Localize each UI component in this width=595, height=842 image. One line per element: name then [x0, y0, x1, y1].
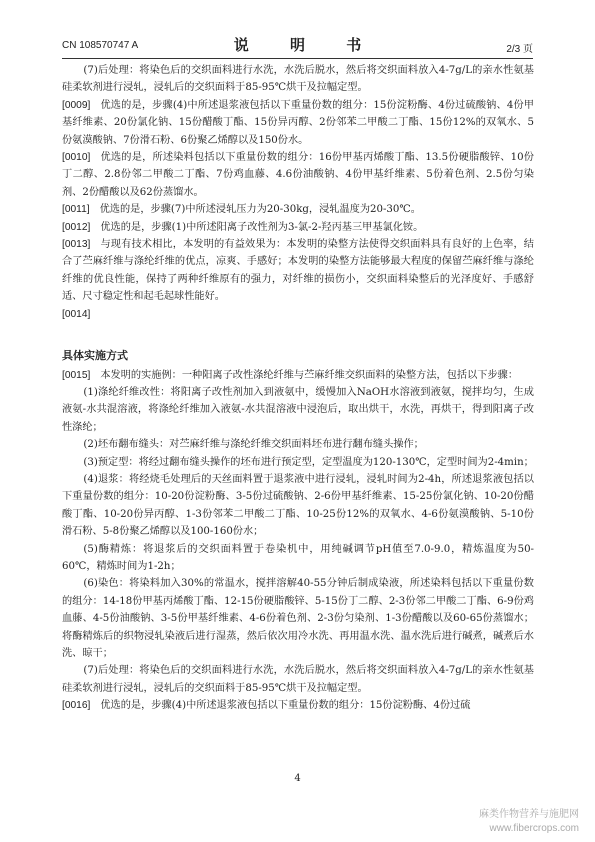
paragraph	[62, 236, 534, 306]
paragraph	[62, 575, 534, 662]
paragraph	[62, 219, 534, 236]
watermark-line1: 麻类作物营养与施肥网	[479, 809, 579, 820]
page-header	[62, 34, 533, 56]
paragraph-text: (7)后处理：将染色后的交织面料进行水洗，水洗后脱水，然后将交织面料放入4-7g/L的亲水性氨基硅柔软剂进行浸轧，浸轧后的交织面料于85-95℃烘干及拉幅定型。	[62, 665, 534, 694]
paragraph-number: [0015]	[62, 369, 91, 381]
paragraph	[62, 201, 534, 218]
paragraph	[62, 471, 534, 541]
paragraph-text: (3)预定型：将经过翻布缝头操作的坯布进行预定型，定型温度为120-130℃，定型时间为2-4min；	[83, 456, 534, 468]
paragraph	[62, 697, 534, 714]
watermark	[479, 808, 579, 836]
paragraph-text: (7)后处理：将染色后的交织面料进行水洗，水洗后脱水，然后将交织面料放入4-7g/L的亲水性氨基硅柔软剂进行浸轧，浸轧后的交织面料于85-95℃烘干及拉幅定型。	[62, 65, 534, 94]
page-fraction: 2/3 页	[506, 44, 533, 55]
section-title: 具体实施方式	[62, 349, 128, 363]
paragraph	[62, 367, 534, 384]
paragraph-text: (5)酶精炼：将退浆后的交织面料置于卷染机中，用纯碱调节pH值至7.0-9.0，精炼温度为50-60℃，精炼时间为1-2h；	[62, 543, 534, 572]
paragraph-text: 优选的是，步骤(4)中所述退浆液包括以下重量份数的组分：15份淀粉酶、4份过硫酸钠、4份甲基纤维素、20份氯化钠、15份醋酸丁酯、15份异丙醇、2份邻苯二甲酸二丁酯、15份12%的双氧水、5份氨漠酸钠、7份滑石粉、6份聚乙烯醇以及150份水。	[62, 99, 534, 146]
paragraph-group-1	[62, 62, 534, 323]
paragraph-text: 本发明的实施例：一种阳离子改性涤纶纤维与苎麻纤维交织面料的染整方法，包括以下步骤：	[100, 369, 519, 381]
paragraph	[62, 436, 534, 453]
paragraph-text: (4)退浆：将经烧毛处理后的天丝面料置于退浆液中进行浸轧，浸轧时间为2-4h，所述退浆液包括以下重量份数的组分：10-20份淀粉酶、3-5份过硫酸钠、2-6份甲基纤维素、15-25份氯化钠、10-20份醋酸丁酯、10-20份异丙醇、1-3份邻苯二甲酸二丁酯、10-25份12%的双氧水、4-6份氨漠酸钠、5-10份滑石粉、5-8份聚乙烯醇以及100-160份水；	[62, 473, 534, 538]
paragraph-number: [0016]	[62, 700, 91, 712]
paragraph	[62, 62, 534, 97]
paragraph-text: (1)涤纶纤维改性：将阳离子改性剂加入到液氨中，缓慢加入NaOH水溶液到液氨，搅拌均匀，生成液氨-水共混溶液，将涤纶纤维加入液氨-水共混溶液中浸泡后，取出烘干，水洗，再烘干，得到阳离子改性涤纶；	[62, 386, 534, 433]
doc-number: CN 108570747 A	[62, 40, 139, 51]
paragraph-text: 优选的是，步骤(7)中所述浸轧压力为20-30kg，浸轧温度为20-30℃。	[99, 204, 421, 216]
paragraph-number: [0010]	[62, 152, 91, 164]
paragraph-number: [0009]	[62, 99, 91, 111]
paragraph	[62, 384, 534, 436]
paragraph-group-2	[62, 367, 534, 715]
paragraph-number: [0014]	[62, 308, 91, 320]
paragraph	[62, 454, 534, 471]
paragraph	[62, 662, 534, 697]
paragraph	[62, 97, 534, 149]
page-number: 4	[294, 773, 301, 784]
paragraph-text: 优选的是，步骤(1)中所述阳离子改性剂为3-氯-2-羟丙基三甲基氯化铵。	[100, 221, 424, 233]
paragraph-number: [0011]	[62, 204, 90, 216]
header-rule	[62, 58, 533, 59]
paragraph	[62, 149, 534, 201]
document-body	[62, 62, 534, 715]
paragraph-number: [0012]	[62, 221, 91, 233]
watermark-line2: www.fibercrops.com	[489, 823, 579, 834]
paragraph	[62, 541, 534, 576]
paragraph-text: 优选的是，所述染料包括以下重量份数的组分：16份甲基丙烯酸丁酯、13.5份硬脂酸锌、10份丁二醇、2.8份邻二甲酸二丁酯、7份鸡血藤、4.6份油酸钠、4份甲基纤维素、5份着色剂、2.5份匀染剂、2份醋酸以及62份蒸馏水。	[62, 152, 534, 198]
paragraph	[62, 306, 534, 323]
paragraph-text: 与现有技术相比，本发明的有益效果为：本发明的染整方法使得交织面料具有良好的上色率，结合了苎麻纤维与涤纶纤维的优点，凉爽、手感好；本发明的染整方法能够最大程度的保留苎麻纤维与涤纶纤维的优良性能，保持了两种纤维原有的强力，对纤维的损伤小，交织面料染整后的光泽度好、手感舒适、尺寸稳定性和起毛起球性能好。	[62, 239, 534, 303]
paragraph-text: (6)染色：将染料加入30%的常温水，搅拌溶解40-55分钟后制成染液，所述染料包括以下重量份数的组分：14-18份甲基丙烯酸丁酯、12-15份硬脂酸锌、5-15份丁二醇、2-3份邻二甲酸二丁酯、6-9份鸡血藤、4-5份油酸钠、3-5份甲基纤维素、4-6份着色剂、2-3份匀染剂、1-3份醋酸以及60-65份蒸馏水；将酶精炼后的织物浸轧染液后进行湿蒸，然后依次用冷水洗、再用温水洗、温水洗后进行碱煮，碱煮后水洗、晾干；	[62, 578, 534, 659]
paragraph-text: 优选的是，步骤(4)中所述退浆液包括以下重量份数的组分：15份淀粉酶、4份过硫	[100, 700, 471, 712]
doc-title: 说 明 书	[233, 36, 380, 54]
paragraph-text: (2)坯布翻布缝头：对苎麻纤维与涤纶纤维交织面料坯布进行翻布缝头操作；	[83, 439, 424, 451]
paragraph-number: [0013]	[62, 239, 91, 251]
